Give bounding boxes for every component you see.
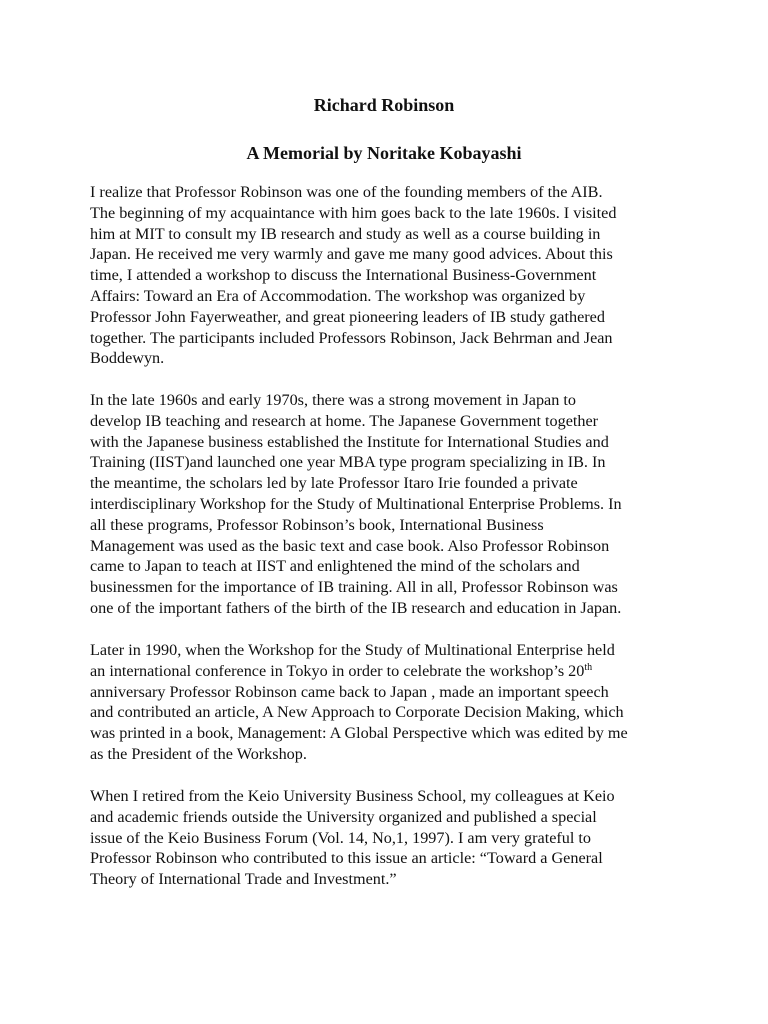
document-title: Richard Robinson bbox=[313, 95, 455, 115]
paragraph-4 bbox=[90, 786, 690, 890]
paragraph-line: interdisciplinary Workshop for the Study of Multinational Enterprise Problems. In bbox=[90, 494, 622, 513]
paragraph-line: was printed in a book, Management: A Global Perspective which was edited by me bbox=[90, 724, 628, 743]
paragraph-line bbox=[90, 661, 690, 682]
paragraph-line: anniversary Professor Robinson came back to Japan , made an important speech bbox=[90, 682, 609, 701]
paragraph-line: Boddewyn. bbox=[90, 349, 165, 368]
paragraph-line: the meantime, the scholars led by late Professor Itaro Irie founded a private bbox=[90, 474, 578, 493]
paragraph-2 bbox=[90, 390, 690, 619]
paragraph-1 bbox=[90, 182, 690, 369]
paragraph-line: I realize that Professor Robinson was one of the founding members of the AIB. bbox=[90, 183, 603, 201]
paragraph-line: him at MIT to consult my IB research and study as well as a course building in bbox=[90, 224, 601, 243]
paragraph-line: Professor Robinson who contributed to this issue an article: “Toward a General bbox=[90, 849, 603, 868]
paragraph-line: When I retired from the Keio University Business School, my colleagues at Keio bbox=[90, 787, 615, 805]
paragraph-line: In the late 1960s and early 1970s, there was a strong movement in Japan to bbox=[90, 391, 576, 409]
paragraph-line: came to Japan to teach at IIST and enlightened the mind of the scholars and bbox=[90, 557, 580, 576]
ordinal-superscript: th bbox=[584, 661, 593, 673]
paragraph-line: Professor John Fayerweather, and great pioneering leaders of IB study gathered bbox=[90, 307, 605, 326]
paragraph-line: businessmen for the importance of IB training. All in all, Professor Robinson was bbox=[90, 578, 618, 597]
paragraph-line: Theory of International Trade and Investment.” bbox=[90, 870, 397, 889]
paragraph-line-text: an international conference in Tokyo in order to celebrate the workshop’s 20 bbox=[90, 661, 585, 680]
paragraph-line: as the President of the Workshop. bbox=[90, 744, 307, 763]
paragraph-line: Japan. He received me very warmly and gave me many good advices. About this bbox=[90, 245, 613, 264]
paragraph-line: together. The participants included Professors Robinson, Jack Behrman and Jean bbox=[90, 328, 613, 347]
paragraph-line: and contributed an article, A New Approach to Corporate Decision Making, which bbox=[90, 703, 624, 722]
paragraph-line: Later in 1990, when the Workshop for the Study of Multinational Enterprise held bbox=[90, 641, 615, 659]
paragraph-line: Training (IIST)and launched one year MBA type program specializing in IB. In bbox=[90, 453, 606, 472]
paragraph-line: all these programs, Professor Robinson’s book, International Business bbox=[90, 515, 544, 534]
paragraph-line: one of the important fathers of the birth of the IB research and education in Japan. bbox=[90, 598, 622, 617]
paragraph-3 bbox=[90, 640, 690, 765]
paragraph-line: Affairs: Toward an Era of Accommodation. The workshop was organized by bbox=[90, 286, 586, 305]
paragraph-line: The beginning of my acquaintance with him goes back to the late 1960s. I visited bbox=[90, 203, 617, 222]
document-subtitle: A Memorial by Noritake Kobayashi bbox=[246, 143, 522, 163]
paragraph-line: and academic friends outside the University organized and published a special bbox=[90, 807, 597, 826]
paragraph-line: issue of the Keio Business Forum (Vol. 14, No,1, 1997). I am very grateful to bbox=[90, 828, 591, 847]
paragraph-line: time, I attended a workshop to discuss the International Business-Government bbox=[90, 266, 597, 285]
paragraph-line: develop IB teaching and research at home. The Japanese Government together bbox=[90, 411, 599, 430]
paragraph-line: Management was used as the basic text and case book. Also Professor Robinson bbox=[90, 536, 610, 555]
paragraph-line: with the Japanese business established the Institute for International Studies and bbox=[90, 432, 609, 451]
